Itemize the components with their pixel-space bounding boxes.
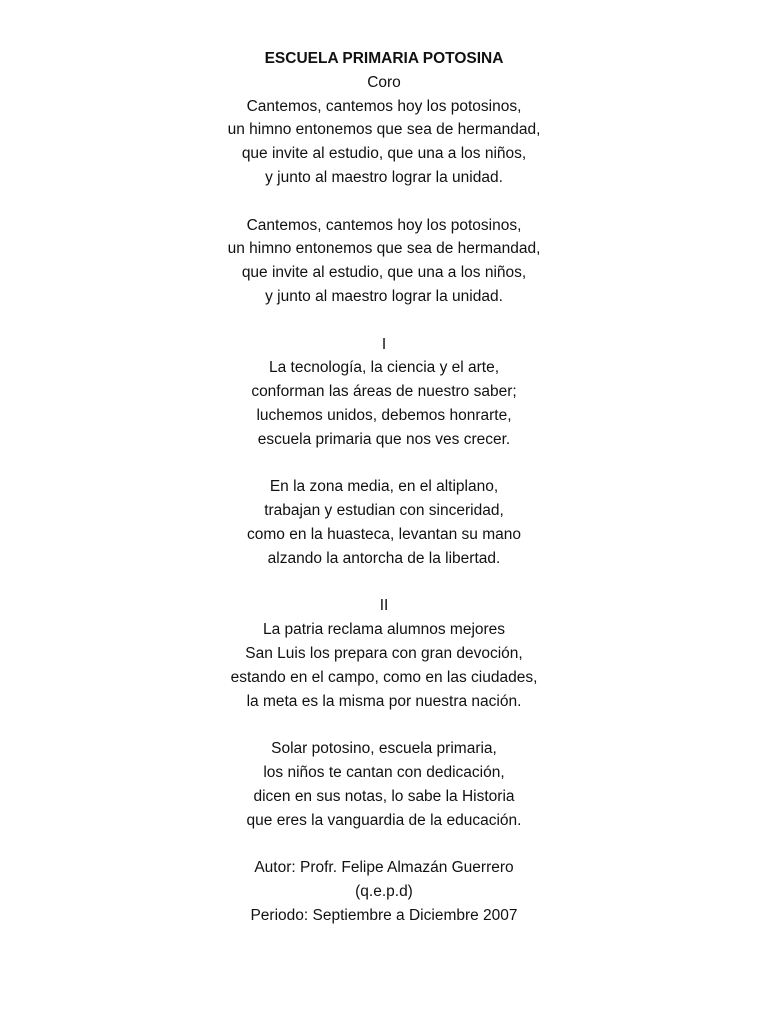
verse-line: La patria reclama alumnos mejores bbox=[262, 621, 506, 639]
memorial-note: (q.e.p.d) bbox=[355, 882, 413, 900]
section-1-heading: I bbox=[381, 335, 387, 353]
document-page bbox=[0, 47, 768, 927]
verse-line: que invite al estudio, que una a los niños, bbox=[241, 264, 527, 282]
coro-heading: Coro bbox=[367, 73, 401, 91]
verse-line: estando en el campo, como en las ciudades, bbox=[230, 668, 538, 686]
stanza-gap bbox=[0, 832, 768, 856]
verse-line: escuela primaria que nos ves crecer. bbox=[257, 430, 511, 448]
verse-line: un himno entonemos que sea de hermandad, bbox=[227, 240, 541, 258]
verse-line: conforman las áreas de nuestro saber; bbox=[251, 383, 517, 401]
verse-line: Solar potosino, escuela primaria, bbox=[271, 740, 497, 758]
verse-line: y junto al maestro lograr la unidad. bbox=[265, 287, 503, 305]
document-title: ESCUELA PRIMARIA POTOSINA bbox=[264, 50, 504, 67]
stanza-gap bbox=[0, 309, 768, 333]
verse-line: San Luis los prepara con gran devoción, bbox=[245, 644, 523, 662]
verse-line: como en la huasteca, levantan su mano bbox=[246, 525, 521, 543]
document-footer bbox=[0, 856, 768, 927]
verse-line: y junto al maestro lograr la unidad. bbox=[265, 168, 503, 186]
section-1-stanza-1 bbox=[0, 356, 768, 451]
section-2-stanza-2 bbox=[0, 737, 768, 832]
coro-stanza-1 bbox=[0, 95, 768, 190]
coro-stanza-2 bbox=[0, 214, 768, 309]
verse-line: que invite al estudio, que una a los niños, bbox=[241, 145, 527, 163]
author-line: Autor: Profr. Felipe Almazán Guerrero bbox=[254, 859, 514, 877]
section-2-stanza-1 bbox=[0, 618, 768, 713]
verse-line: La tecnología, la ciencia y el arte, bbox=[268, 359, 500, 377]
stanza-gap bbox=[0, 190, 768, 214]
period-line: Periodo: Septiembre a Diciembre 2007 bbox=[250, 906, 518, 924]
verse-line: que eres la vanguardia de la educación. bbox=[246, 811, 522, 829]
verse-line: alzando la antorcha de la libertad. bbox=[267, 549, 501, 567]
verse-line: Cantemos, cantemos hoy los potosinos, bbox=[246, 97, 522, 115]
verse-line: un himno entonemos que sea de hermandad, bbox=[227, 121, 541, 139]
verse-line: la meta es la misma por nuestra nación. bbox=[246, 692, 522, 710]
section-1-stanza-2 bbox=[0, 475, 768, 570]
stanza-gap bbox=[0, 452, 768, 476]
verse-line: En la zona media, en el altiplano, bbox=[269, 478, 499, 496]
stanza-gap bbox=[0, 571, 768, 595]
verse-line: trabajan y estudian con sinceridad, bbox=[264, 502, 504, 520]
verse-line: Cantemos, cantemos hoy los potosinos, bbox=[246, 216, 522, 234]
verse-line: los niños te cantan con dedicación, bbox=[263, 763, 505, 781]
verse-line: luchemos unidos, debemos honrarte, bbox=[256, 406, 512, 424]
verse-line: dicen en sus notas, lo sabe la Historia bbox=[253, 787, 515, 805]
stanza-gap bbox=[0, 713, 768, 737]
section-2-heading: II bbox=[379, 597, 389, 615]
